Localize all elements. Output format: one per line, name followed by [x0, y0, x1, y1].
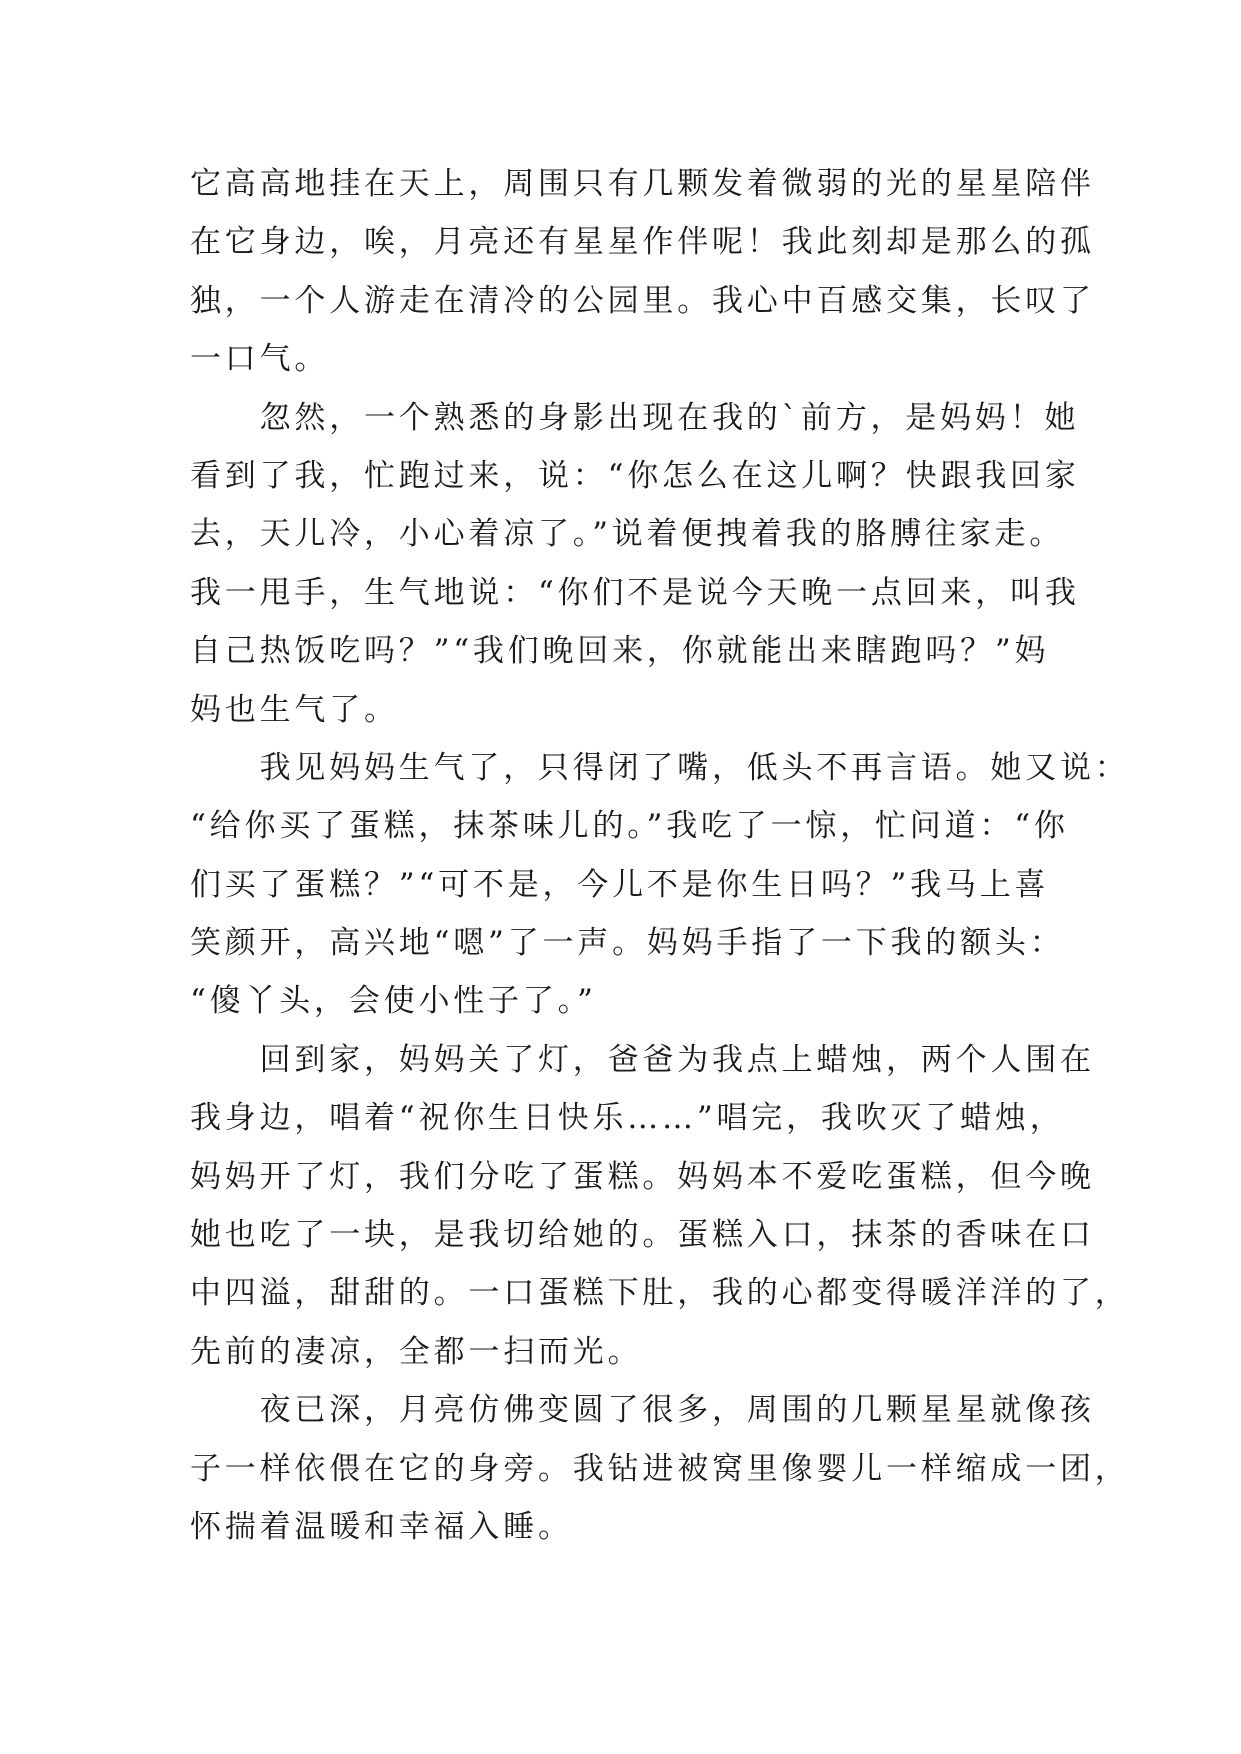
- text-line: 夜已深，月亮仿佛变圆了很多，周围的几颗星星就像孩: [190, 1392, 1095, 1429]
- text-line: 妈也生气了。: [190, 691, 399, 728]
- text-line: 们买了蛋糕？”“可不是，今儿不是你生日吗？”我马上喜: [190, 866, 1050, 903]
- text-line: 妈妈开了灯，我们分吃了蛋糕。妈妈本不爱吃蛋糕，但今晚: [190, 1158, 1095, 1195]
- text-line: “给你买了蛋糕，抹茶味儿的。”我吃了一惊，忙问道：“你: [190, 808, 1069, 845]
- text-line: 她也吃了一块，是我切给她的。蛋糕入口，抹茶的香味在口: [190, 1217, 1095, 1254]
- text-line: 它高高地挂在天上，周围只有几颗发着微弱的光的星星陪伴: [190, 166, 1095, 202]
- text-line: 笑颜开，高兴地“嗯”了一声。妈妈手指了一下我的额头：: [190, 925, 1065, 962]
- text-line: 在它身边，唉，月亮还有星星作伴呢！我此刻却是那么的孤: [190, 224, 1095, 261]
- text-line: 自己热饭吃吗？”“我们晚回来，你就能出来瞎跑吗？”妈: [190, 633, 1050, 670]
- text-line: 怀揣着温暖和幸福入睡。: [190, 1508, 573, 1545]
- text-line: 看到了我，忙跑过来，说：“你怎么在这儿啊？快跟我回家: [190, 457, 1080, 494]
- text-line: 我身边，唱着“祝你生日快乐……”唱完，我吹灭了蜡烛，: [190, 1100, 1065, 1137]
- text-line: 独，一个人游走在清冷的公园里。我心中百感交集，长叹了: [190, 282, 1095, 319]
- text-line: 一口气。: [190, 341, 330, 378]
- text-line: 去，天儿冷，小心着凉了。”说着便拽着我的胳膊往家走。: [190, 516, 1065, 553]
- text-line: 中四溢，甜甜的。一口蛋糕下肚，我的心都变得暖洋洋的了，: [190, 1275, 1130, 1312]
- text-line: 先前的凄凉，全都一扫而光。: [190, 1333, 643, 1370]
- text-line: 回到家，妈妈关了灯，爸爸为我点上蜡烛，两个人围在: [190, 1041, 1095, 1078]
- text-line: 忽然，一个熟悉的身影出现在我的`前方，是妈妈！她: [190, 399, 1080, 436]
- text-line: “傻丫头，会使小性子了。”: [190, 983, 597, 1020]
- text-line: 子一样依偎在它的身旁。我钻进被窝里像婴儿一样缩成一团，: [190, 1450, 1130, 1487]
- text-line: 我见妈妈生气了，只得闭了嘴，低头不再言语。她又说：: [190, 749, 1130, 786]
- essay-text: [190, 155, 1130, 1556]
- text-line: 我一甩手，生气地说：“你们不是说今天晚一点回来，叫我: [190, 574, 1080, 611]
